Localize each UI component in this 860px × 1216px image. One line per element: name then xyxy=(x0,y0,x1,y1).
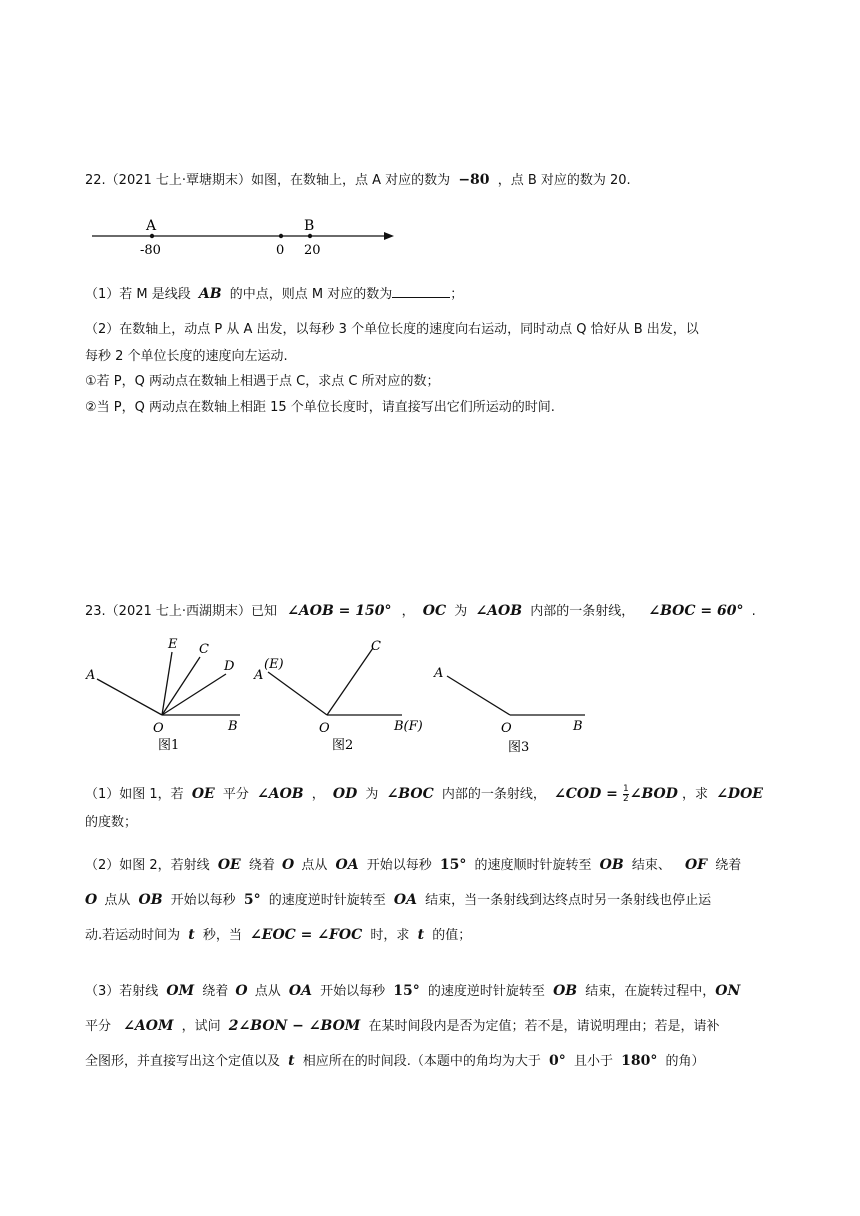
q23-cond1: ∠AOB = 150° xyxy=(287,603,392,619)
q23-p2-end: 的值； xyxy=(432,928,472,943)
q23-p3-c: 点从 xyxy=(254,984,281,999)
q23-p1-d: 为 xyxy=(365,787,379,802)
q23-part2 xyxy=(85,848,775,953)
q23-p1-bod: ∠BOD xyxy=(629,786,678,802)
figure-3 xyxy=(430,630,600,755)
q23-p1-c: ， xyxy=(311,787,325,802)
q23-p3-15: 15° xyxy=(393,983,420,999)
fig3-label-a: A xyxy=(434,666,444,681)
number-line-figure xyxy=(88,212,408,262)
tick-a-label: -80 xyxy=(140,243,161,258)
q22-part2-i: ①若 P，Q 两动点在数轴上相遇于点 C，求点 C 所对应的数； xyxy=(85,374,440,389)
fig1-label-c: C xyxy=(199,642,209,657)
q22-header xyxy=(85,170,631,191)
q23-p2-t2: t xyxy=(417,927,425,943)
q23-p2-b: 绕着 xyxy=(248,858,275,873)
q22-part2-line1: （2）在数轴上，动点 P 从 A 出发，以每秒 3 个单位长度的速度向右运动，同时动点 Q 恰好从 B 出发，以 xyxy=(85,322,699,337)
q23-p3-0: 0° xyxy=(549,1053,566,1069)
point-b-label: B xyxy=(304,218,315,234)
q23-p2-h: 点从 xyxy=(104,893,131,908)
q23-p3-l: 且小于 xyxy=(573,1054,613,1069)
q23-p3-g: 平分 xyxy=(85,1019,112,1034)
q22-a-value: −80 xyxy=(458,172,490,188)
q23-p1-a: （1）如图 1，若 xyxy=(85,787,184,802)
q22-part2-line2: 每秒 2 个单位长度的速度向左运动. xyxy=(85,349,288,364)
fig3-label-o: O xyxy=(501,721,512,736)
q23-p2-j: 的速度逆时针旋转至 xyxy=(268,893,386,908)
q23-p2-oa2: OA xyxy=(393,892,417,908)
q22-p1-pre: （1）若 M 是线段 xyxy=(85,287,191,302)
fig1-label-a: A xyxy=(86,668,96,683)
q23-p3-aom: ∠AOM xyxy=(123,1018,174,1034)
q23-p2-a: （2）如图 2，若射线 xyxy=(85,858,210,873)
q23-oc: OC xyxy=(422,603,447,619)
q23-header xyxy=(85,601,756,622)
q23-p1-f: ，求 xyxy=(682,787,709,802)
q23-p2-m: 秒，当 xyxy=(202,928,242,943)
q23-p3-b: 绕着 xyxy=(202,984,229,999)
q23-p3-d: 开始以每秒 xyxy=(320,984,386,999)
q23-p3-expr: 2∠BON − ∠BOM xyxy=(228,1018,361,1034)
q23-p2-o: O xyxy=(282,857,295,873)
fig2-label-bf: B(F) xyxy=(394,719,423,734)
fig3-caption: 图3 xyxy=(508,740,530,755)
q23-cond2: ∠BOC = 60° xyxy=(648,603,744,619)
q23-p2-5: 5° xyxy=(243,892,261,908)
q23-p1-doe: ∠DOE xyxy=(716,786,763,802)
q23-p1-cod: ∠COD = xyxy=(554,786,618,802)
q23-p1-b: 平分 xyxy=(222,787,249,802)
tick-o-label: 0 xyxy=(276,243,285,258)
q23-p3-om: OM xyxy=(166,983,195,999)
fig2-label-a: A xyxy=(254,668,264,683)
q23-p3-on: ON xyxy=(715,983,741,999)
q23-aob: ∠AOB xyxy=(475,603,523,619)
q23-p3-ob: OB xyxy=(553,983,578,999)
q23-p2-ob2: OB xyxy=(138,892,163,908)
q23-p3-h: ，试问 xyxy=(181,1019,221,1034)
q22-header-text: 22.（2021 七上·覃塘期末）如图，在数轴上，点 A 对应的数为 xyxy=(85,173,451,188)
q23-p1-oe: OE xyxy=(191,786,215,802)
q22-p1-post: 的中点，则点 M 对应的数为 xyxy=(229,287,393,302)
q23-p1-boc: ∠BOC xyxy=(386,786,434,802)
q23-p2-15: 15° xyxy=(439,857,467,873)
q23-header-mid3: 内部的一条射线， xyxy=(530,604,635,619)
fig1-label-e: E xyxy=(168,637,178,652)
fig1-label-d: D xyxy=(224,659,235,674)
fig2-label-o: O xyxy=(319,721,330,736)
q23-p1-aob: ∠AOB xyxy=(257,786,304,802)
q23-p1-g: 的度数； xyxy=(85,815,138,830)
q23-part3 xyxy=(85,974,775,1079)
fig3-label-b: B xyxy=(573,719,583,734)
q23-p3-j: 全图形，并直接写出这个定值以及 xyxy=(85,1054,281,1069)
q23-p3-t: t xyxy=(288,1053,295,1069)
q23-p2-oe: OE xyxy=(217,857,241,873)
q23-p2-k: 结束，当一条射线到达终点时另一条射线也停止运 xyxy=(425,893,712,908)
point-a-label: A xyxy=(146,218,157,234)
q23-p2-o2: O xyxy=(85,892,98,908)
q23-p2-f: 结束、 xyxy=(631,858,671,873)
answer-blank[interactable] xyxy=(392,285,450,298)
q23-p2-l: 动.若运动时间为 xyxy=(85,928,181,943)
fig1-caption: 图1 xyxy=(158,738,180,753)
fig1-label-b: B xyxy=(228,719,238,734)
q23-p2-e: 的速度顺时针旋转至 xyxy=(474,858,592,873)
q23-p2-n: 时，求 xyxy=(370,928,410,943)
q23-p3-oa: OA xyxy=(288,983,312,999)
q23-header-mid2: 为 xyxy=(454,604,468,619)
q23-p2-i: 开始以每秒 xyxy=(170,893,236,908)
frac-num: 1 xyxy=(623,784,629,794)
q23-p2-d: 开始以每秒 xyxy=(366,858,432,873)
fig1-label-o: O xyxy=(153,721,164,736)
q23-p3-i: 在某时间段内是否为定值；若不是，请说明理由；若是，请补 xyxy=(368,1019,720,1034)
q23-p2-of: OF xyxy=(684,857,708,873)
q22-header-tail: ，点 B 对应的数为 20. xyxy=(497,173,631,188)
q23-header-pre: 23.（2021 七上·西湖期末）已知 xyxy=(85,604,278,619)
q22-p1-end: ； xyxy=(450,287,464,302)
fig2-label-e: (E) xyxy=(264,657,284,672)
q23-p2-eq: ∠EOC = ∠FOC xyxy=(250,927,363,943)
q23-p2-ob: OB xyxy=(599,857,624,873)
q23-header-mid1: ， xyxy=(401,604,415,619)
q23-p3-m: 的角） xyxy=(665,1054,705,1069)
q23-p3-180: 180° xyxy=(621,1053,658,1069)
q22-part1 xyxy=(85,284,463,305)
q23-p3-k: 相应所在的时间段.（本题中的角均为大于 xyxy=(302,1054,541,1069)
q23-part1 xyxy=(85,780,775,837)
figure-1 xyxy=(80,630,250,755)
q23-p2-c: 点从 xyxy=(301,858,328,873)
q23-p3-e: 的速度逆时针旋转至 xyxy=(427,984,545,999)
q23-p3-a: （3）若射线 xyxy=(85,984,159,999)
tick-b-label: 20 xyxy=(304,243,321,258)
q23-p2-t: t xyxy=(188,927,195,943)
q23-p3-o: O xyxy=(235,983,248,999)
figure-2 xyxy=(250,630,430,755)
q23-p1-e: 内部的一条射线， xyxy=(441,787,546,802)
q23-p3-f: 结束，在旋转过程中， xyxy=(585,984,716,999)
half-fraction xyxy=(623,785,629,804)
q22-part2-ii: ②当 P，Q 两动点在数轴上相距 15 个单位长度时，请直接写出它们所运动的时间. xyxy=(85,400,555,415)
q23-header-end: . xyxy=(751,604,756,619)
frac-den: 2 xyxy=(623,794,629,804)
q23-p2-g: 绕着 xyxy=(715,858,742,873)
q23-p2-oa: OA xyxy=(335,857,359,873)
fig2-caption: 图2 xyxy=(332,738,354,753)
fig2-label-c: C xyxy=(371,639,381,654)
q22-p1-seg: AB xyxy=(198,286,222,302)
q23-p1-od: OD xyxy=(332,786,358,802)
